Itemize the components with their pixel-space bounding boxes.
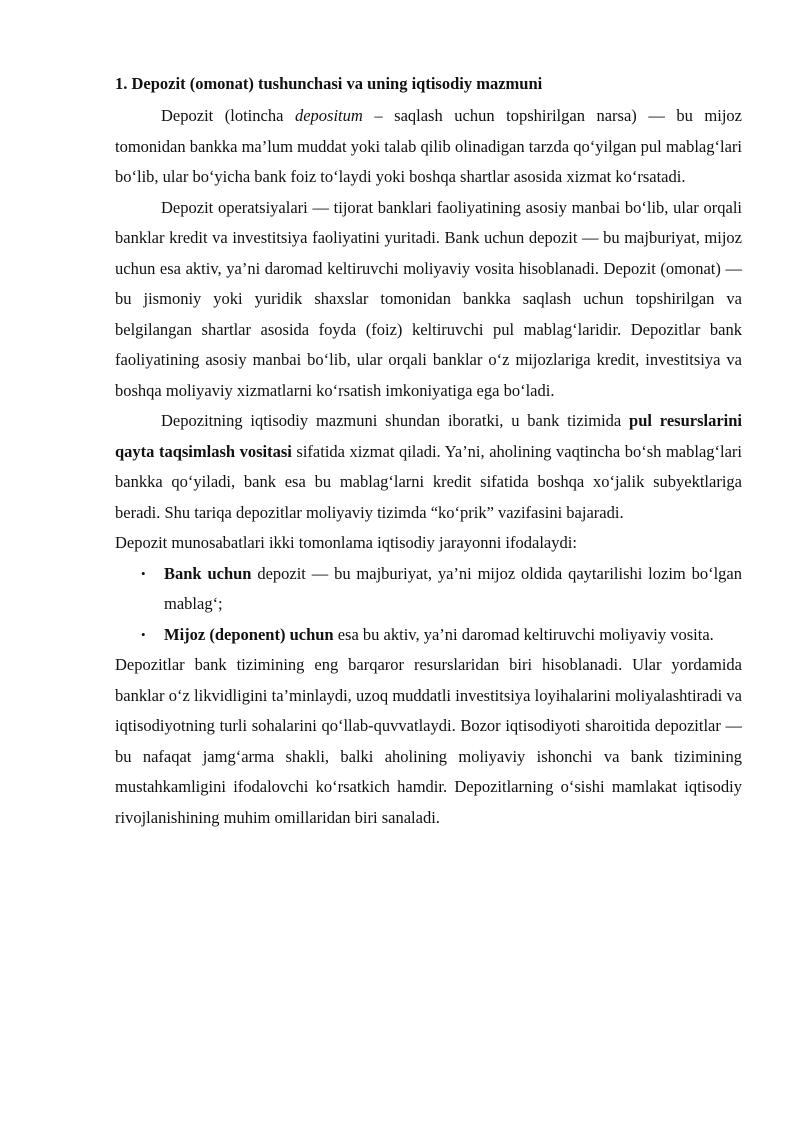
paragraph-definition bbox=[115, 101, 742, 193]
paragraph-relations-intro: Depozit munosabatlari ikki tomonlama iqtisodiy jarayonni ifodalaydi: bbox=[115, 533, 577, 552]
paragraph-economic-text-a: Depozitning iqtisodiy mazmuni shundan iboratki, u bank tizimida bbox=[161, 411, 630, 430]
paragraph-conclusion: Depozitlar bank tizimining eng barqaror resurslaridan biri hisoblanadi. Ular yordamida banklar o‘z likvidligini ta’minlaydi, uzoq muddatli investitsiya loyihalarini moliyalashtiradi va iqtisodiyotning turli sohalarini qo‘llab-quvvatlaydi. Bozor iqtisodiyoti sharoitida depozitlar — bu nafaqat jamg‘arma shakli, balki aholining moliyaviy ishonchi va bank tizimining mustahkamligini ifodalovchi ko‘rsatkich hamdir. Depozitlarning o‘sishi mamlakat iqtisodiy rivojlanishining muhim omillaridan biri sanaladi. bbox=[115, 655, 742, 827]
list-item bbox=[115, 559, 742, 620]
paragraph-definition-text-a: Depozit (lotincha bbox=[161, 106, 295, 125]
bullet-marker: • bbox=[141, 626, 146, 642]
paragraph-definition-text-b: – saqlash uchun topshirilgan narsa) — bu mijoz tomonidan bankka ma’lum muddat yoki talab qilib olinadigan tarzda qo‘yilgan pul mablag‘lari bo‘lib, ular bo‘yicha bank foiz to‘laydi yoki boshqa shartlar asosida xizmat ko‘rsatadi. bbox=[115, 106, 742, 186]
bullet-list bbox=[115, 559, 742, 651]
paragraph-operations: Depozit operatsiyalari — tijorat banklari faoliyatining asosiy manbai bo‘lib, ular orqali banklar kredit va investitsiya faoliyatini yuritadi. Bank uchun depozit — bu majburiyat, mijoz uchun esa aktiv, ya’ni daromad keltiruvchi moliyaviy vosita hisoblanadi. Depozit (omonat) — bu jismoniy yoki yuridik shaxslar tomonidan bankka saqlash uchun topshirilgan va belgilangan shartlar asosida foyda (foiz) keltiruvchi pul mablag‘laridir. Depozitlar bank faoliyatining asosiy manbai bo‘lib, ular orqali banklar o‘z mijozlariga kredit, investitsiya va boshqa moliyaviy xizmatlarni ko‘rsatish imkoniyatiga ega bo‘ladi. bbox=[115, 197, 742, 400]
list-item-bold: Bank uchun bbox=[164, 563, 252, 583]
list-item-text: depozit — bu majburiyat, ya’ni mijoz oldida qaytarilishi lozim bo‘lgan mablag‘; bbox=[164, 563, 742, 613]
list-item-text: esa bu aktiv, ya’ni daromad keltiruvchi moliyaviy vosita. bbox=[333, 624, 714, 644]
section-heading: 1. Depozit (omonat) tushunchasi va uning iqtisodiy mazmuni bbox=[115, 74, 543, 93]
list-item-bold: Mijoz (deponent) uchun bbox=[164, 624, 334, 644]
bold-phrase: pul resurslarini qayta taqsimlash vositasi bbox=[115, 411, 742, 461]
latin-term: depositum bbox=[294, 106, 363, 125]
bullet-marker: • bbox=[141, 565, 146, 581]
paragraph-economic-text-b: sifatida xizmat qiladi. Ya’ni, aholining vaqtincha bo‘sh mablag‘lari bankka qo‘yiladi, bank esa bu mablag‘larni kredit sifatida boshqa xo‘jalik subyektlariga beradi. Shu tariqa depozitlar moliyaviy tizimda “ko‘prik” vazifasini bajaradi. bbox=[115, 441, 742, 522]
paragraph-economic-content bbox=[115, 406, 742, 528]
list-item bbox=[115, 620, 742, 651]
